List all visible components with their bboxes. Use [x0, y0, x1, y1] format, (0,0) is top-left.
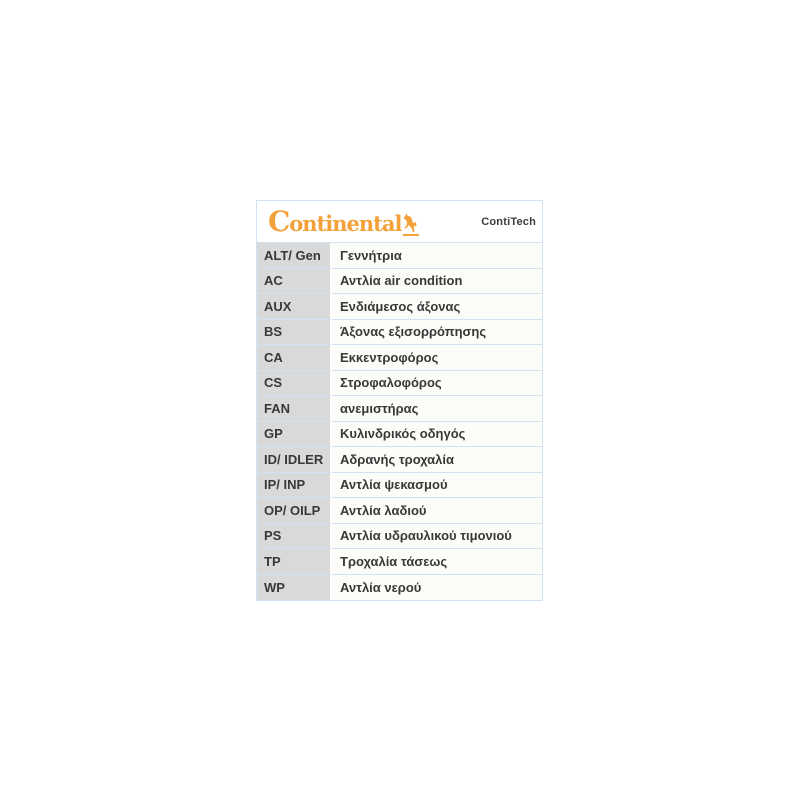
glossary-row [257, 524, 542, 550]
label-cell: Αντλία υδραυλικού τιμονιού [332, 524, 542, 550]
code-cell: CS [257, 371, 332, 397]
code-cell: ID/ IDLER [257, 447, 332, 473]
label-cell: Κυλινδρικός οδηγός [332, 422, 542, 448]
glossary-row [257, 320, 542, 346]
label-cell: Αδρανής τροχαλία [332, 447, 542, 473]
label-cell: Άξονας εξισορρόπησης [332, 320, 542, 346]
glossary-row [257, 243, 542, 269]
glossary-row [257, 294, 542, 320]
code-cell: OP/ OILP [257, 498, 332, 524]
continental-logo [268, 204, 419, 238]
code-cell: WP [257, 575, 332, 601]
code-cell: GP [257, 422, 332, 448]
label-cell: ανεμιστήρας [332, 396, 542, 422]
code-cell: TP [257, 549, 332, 575]
label-cell: Αντλία air condition [332, 269, 542, 295]
glossary-table [257, 243, 542, 600]
continental-wordmark: Continental [268, 204, 402, 238]
code-cell: ALT/ Gen [257, 243, 332, 269]
glossary-row [257, 269, 542, 295]
rearing-horse-icon [403, 213, 419, 236]
brand-header [257, 201, 542, 243]
glossary-row [257, 422, 542, 448]
code-cell: IP/ INP [257, 473, 332, 499]
code-cell: BS [257, 320, 332, 346]
label-cell: Γεννήτρια [332, 243, 542, 269]
glossary-row [257, 473, 542, 499]
contitech-wordmark: ContiTech [481, 215, 536, 228]
label-cell: Ενδιάμεσος άξονας [332, 294, 542, 320]
code-cell: FAN [257, 396, 332, 422]
label-cell: Αντλία λαδιού [332, 498, 542, 524]
code-cell: CA [257, 345, 332, 371]
glossary-row [257, 396, 542, 422]
glossary-row [257, 498, 542, 524]
label-cell: Στροφαλοφόρος [332, 371, 542, 397]
glossary-row [257, 345, 542, 371]
label-cell: Εκκεντροφόρος [332, 345, 542, 371]
glossary-row [257, 549, 542, 575]
code-cell: AUX [257, 294, 332, 320]
code-cell: PS [257, 524, 332, 550]
label-cell: Αντλία ψεκασμού [332, 473, 542, 499]
glossary-panel [256, 200, 543, 601]
code-cell: AC [257, 269, 332, 295]
glossary-row [257, 371, 542, 397]
glossary-row [257, 447, 542, 473]
label-cell: Τροχαλία τάσεως [332, 549, 542, 575]
glossary-row [257, 575, 542, 601]
label-cell: Αντλία νερού [332, 575, 542, 601]
